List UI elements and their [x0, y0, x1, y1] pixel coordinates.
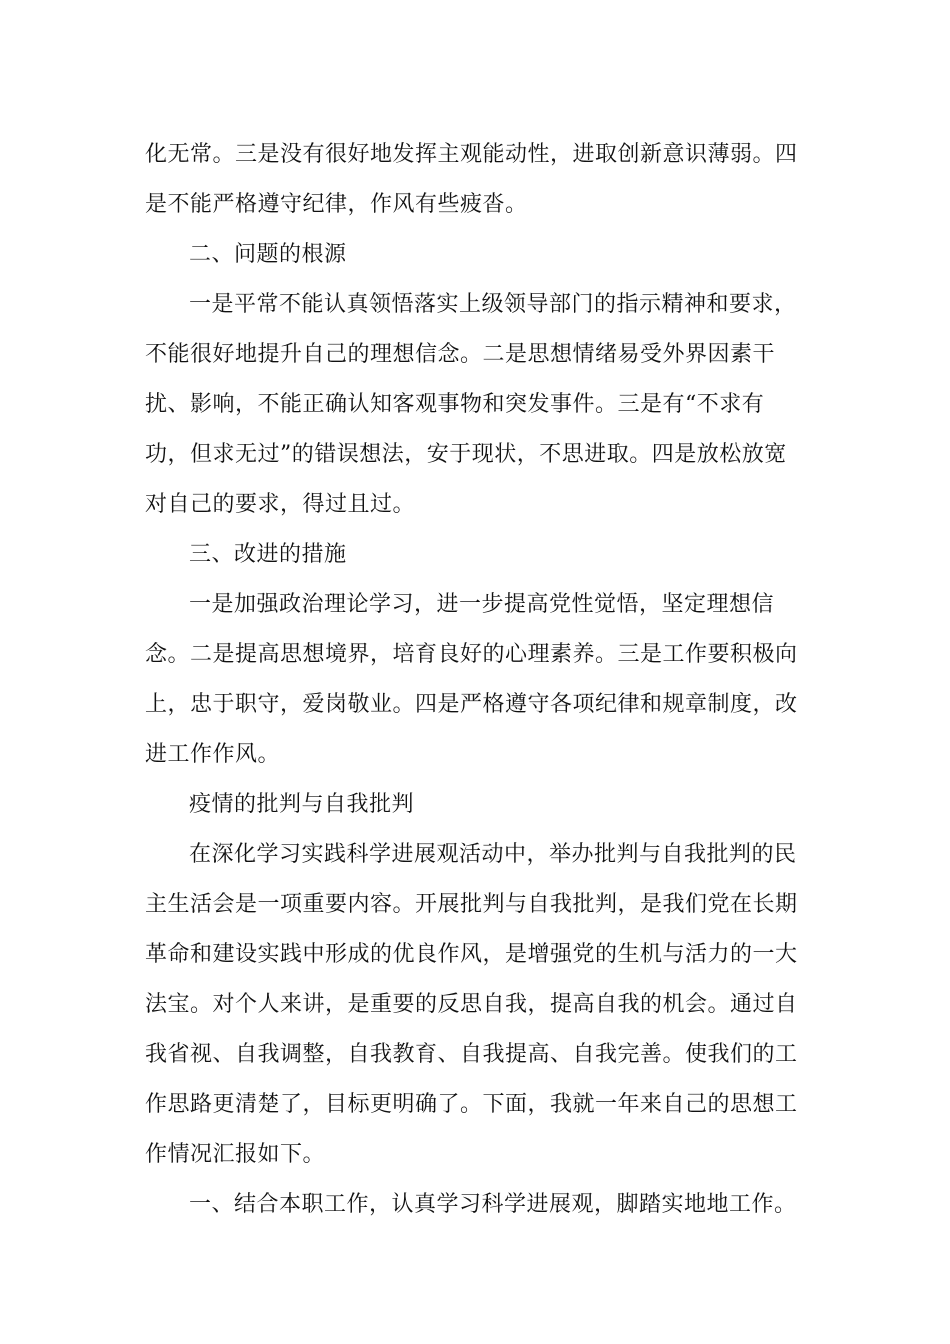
section-heading-study-work: 一、结合本职工作，认真学习科学进展观，脚踏实地地工作。	[189, 1192, 797, 1217]
document-body	[145, 130, 805, 1230]
document-title: 疫情的批判与自我批判	[189, 792, 415, 817]
section-heading-root-causes: 二、问题的根源	[189, 242, 347, 267]
paragraph-improvement-measures: 一是加强政治理论学习，进一步提高党性觉悟，坚定理想信念。二是提高思想境界，培育良好的心理素养。三是工作要积极向上，忠于职守，爱岗敬业。四是严格遵守各项纪律和规章制度，改进工作作风。	[145, 592, 798, 767]
paragraph-root-causes: 一是平常不能认真领悟落实上级领导部门的指示精神和要求，不能很好地提升自己的理想信念。二是思想情绪易受外界因素干扰、影响，不能正确认知客观事物和突发事件。三是有“不求有功，但求无过”的错误想法，安于现状，不思进取。四是放松放宽对自己的要求，得过且过。	[145, 292, 797, 517]
section-heading-improvement-measures: 三、改进的措施	[189, 542, 347, 567]
paragraph-continuation: 化无常。三是没有很好地发挥主观能动性，进取创新意识薄弱。四是不能严格遵守纪律，作风有些疲沓。	[145, 142, 798, 217]
paragraph-introduction: 在深化学习实践科学进展观活动中，举办批判与自我批判的民主生活会是一项重要内容。开展批判与自我批判，是我们党在长期革命和建设实践中形成的优良作风，是增强党的生机与活力的一大法宝。对个人来讲，是重要的反思自我，提高自我的机会。通过自我省视、自我调整，自我教育、自我提高、自我完善。使我们的工作思路更清楚了，目标更明确了。下面，我就一年来自己的思想工作情况汇报如下。	[145, 842, 798, 1167]
